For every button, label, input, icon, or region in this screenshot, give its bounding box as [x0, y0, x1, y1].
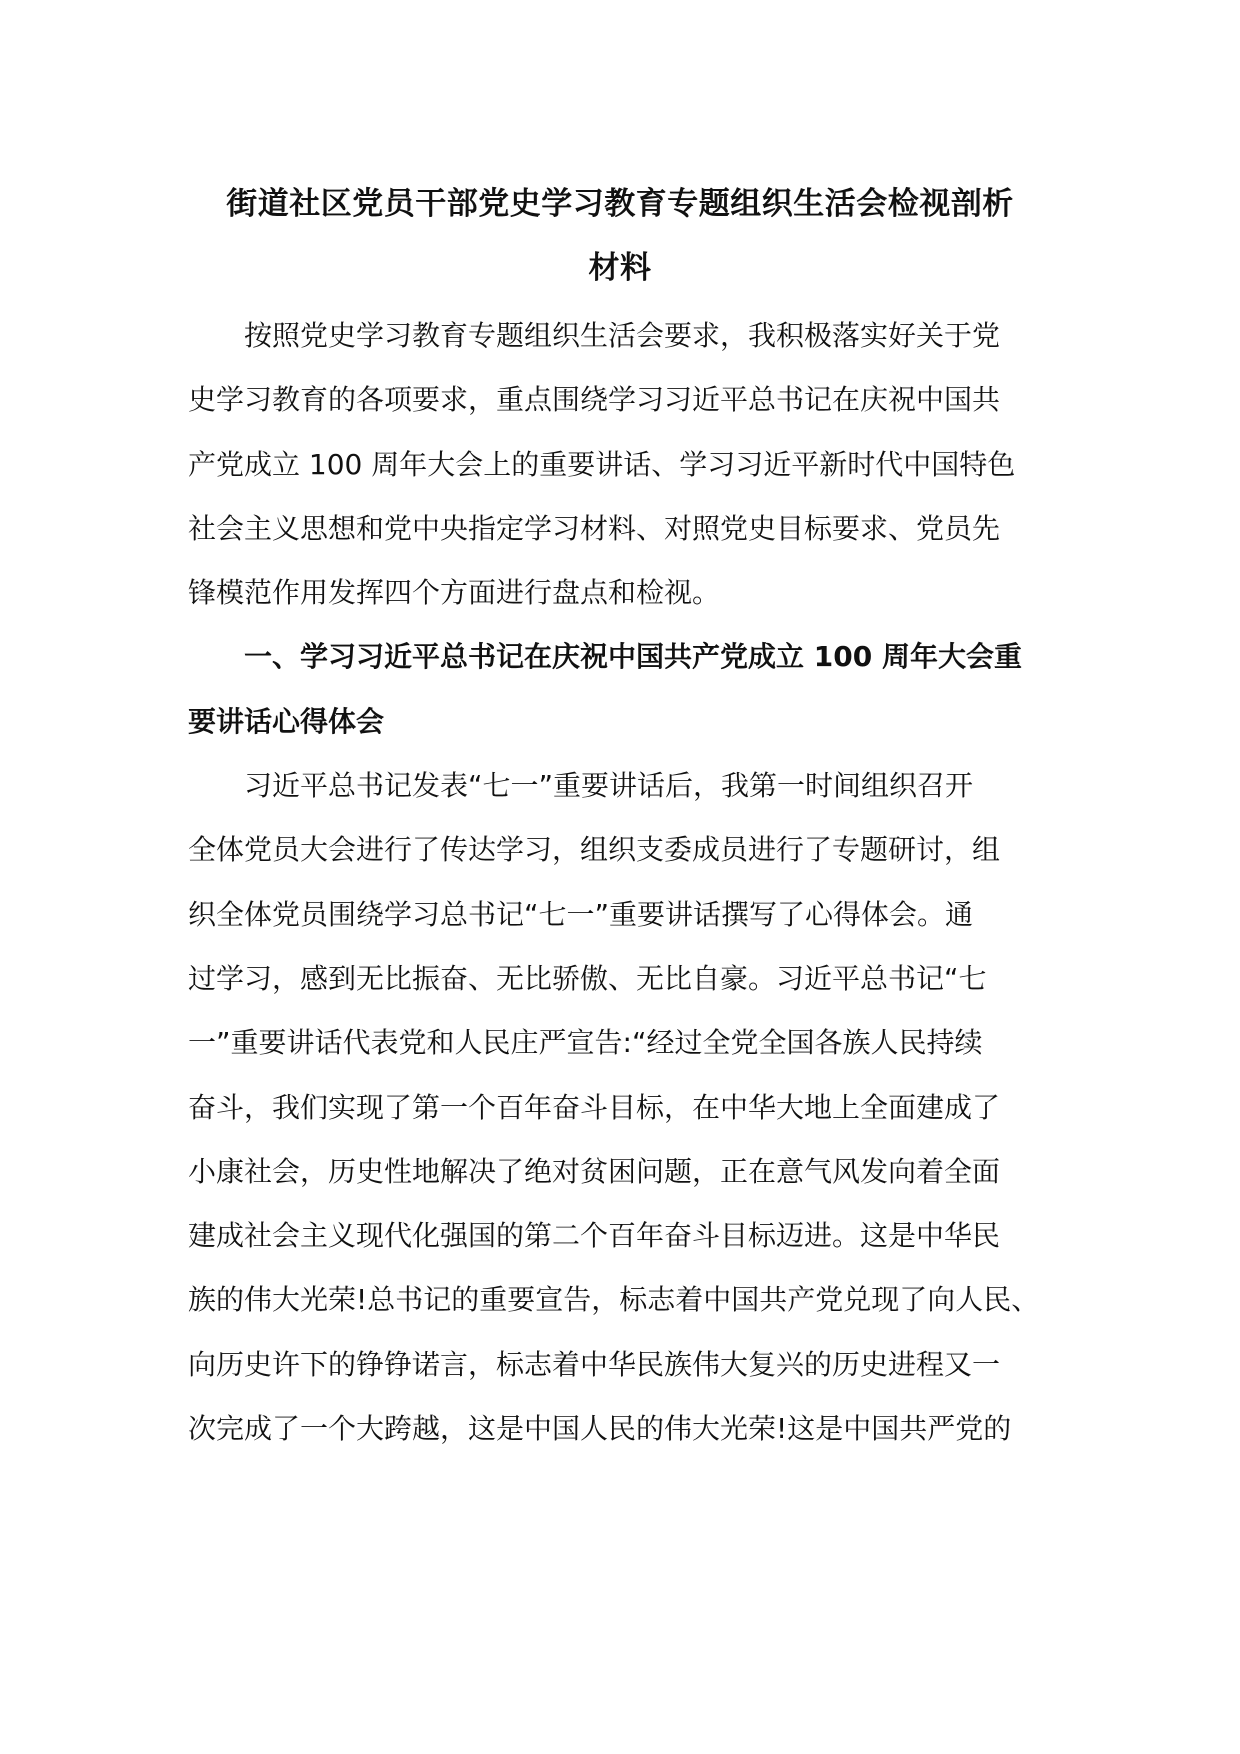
section-paragraph	[188, 754, 1078, 1461]
paragraph-line: 建成社会主义现代化强国的第二个百年奋斗目标迈进。这是中华民	[188, 1219, 1001, 1253]
paragraph-line: 向历史许下的铮铮诺言，标志着中华民族伟大复兴的历史进程又一	[188, 1347, 1001, 1381]
paragraph-line: 族的伟大光荣!总书记的重要宣告，标志着中国共产党兑现了向人民、	[188, 1283, 1040, 1317]
title-line: 材料	[588, 250, 652, 286]
heading-line: 一、学习习近平总书记在庆祝中国共产党成立 100 周年大会重	[188, 640, 1022, 674]
section-heading	[188, 625, 1078, 754]
paragraph-line: 社会主义思想和党中央指定学习材料、对照党史目标要求、党员先	[188, 511, 1001, 545]
paragraph-line: 产党成立 100 周年大会上的重要讲话、学习习近平新时代中国特色	[188, 447, 1016, 481]
document-body	[188, 304, 1078, 1461]
paragraph-line: 习近平总书记发表“七一”重要讲话后，我第一时间组织召开	[188, 769, 974, 803]
paragraph-line: 全体党员大会进行了传达学习，组织支委成员进行了专题研讨，组	[188, 833, 1001, 867]
paragraph-line: 一”重要讲话代表党和人民庄严宣告:“经过全党全国各族人民持续	[188, 1026, 983, 1060]
paragraph-line: 锋模范作用发挥四个方面进行盘点和检视。	[188, 576, 721, 610]
paragraph-line: 按照党史学习教育专题组织生活会要求，我积极落实好关于党	[188, 319, 1001, 352]
paragraph-line: 奋斗，我们实现了第一个百年奋斗目标，在中华大地上全面建成了	[188, 1090, 1001, 1124]
intro-paragraph	[188, 304, 1078, 625]
document-title	[188, 172, 1052, 300]
paragraph-line: 织全体党员围绕学习总书记“七一”重要讲话撰写了心得体会。通	[188, 897, 974, 931]
paragraph-line: 史学习教育的各项要求，重点围绕学习习近平总书记在庆祝中国共	[188, 383, 1001, 417]
paragraph-line: 次完成了一个大跨越，这是中国人民的伟大光荣!这是中国共严党的	[188, 1412, 1012, 1446]
paragraph-line: 过学习，感到无比振奋、无比骄傲、无比自豪。习近平总书记“七	[188, 961, 987, 995]
heading-line: 要讲话心得体会	[188, 704, 385, 738]
paragraph-line: 小康社会，历史性地解决了绝对贫困问题，正在意气风发向着全面	[188, 1154, 1001, 1188]
title-line: 街道社区党员干部党史学习教育专题组织生活会检视剖析	[226, 186, 1014, 222]
